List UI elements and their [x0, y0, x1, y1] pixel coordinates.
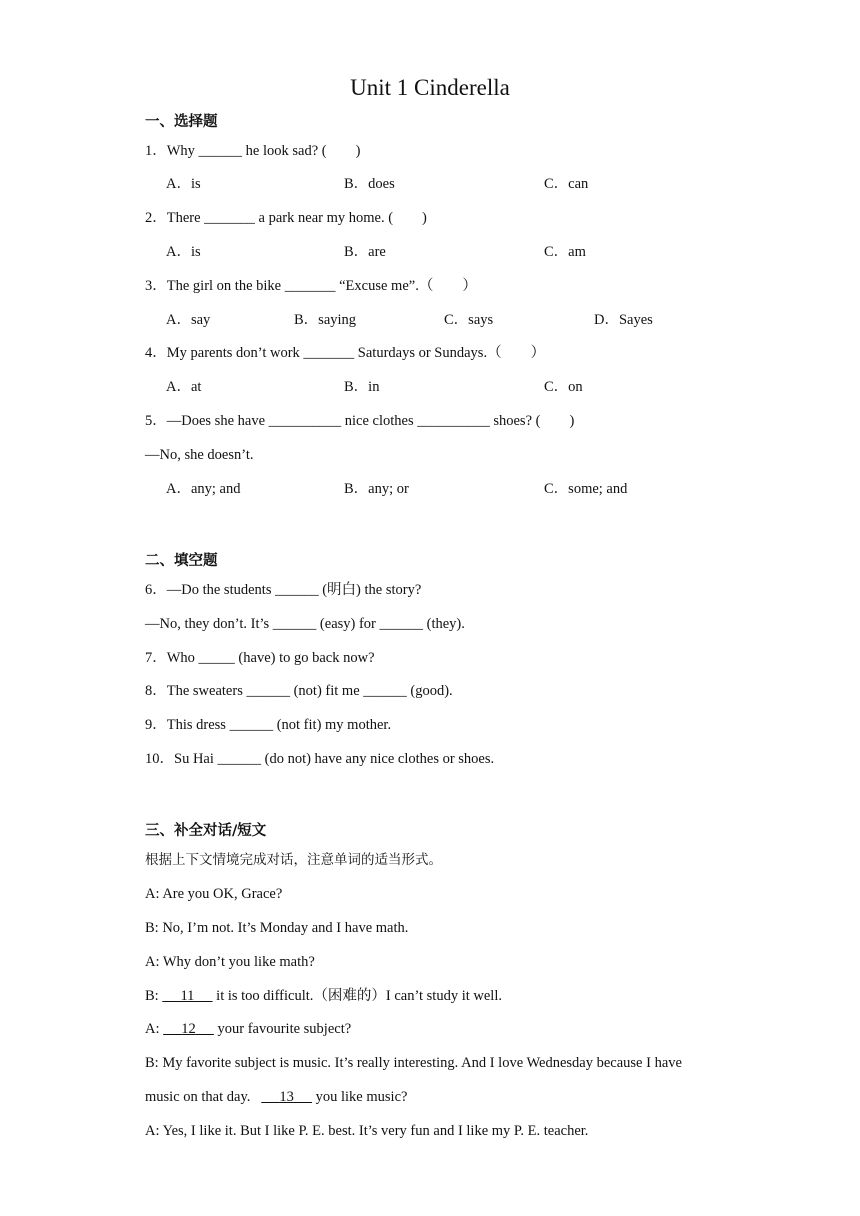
question-3-option-c: C．says — [444, 312, 494, 328]
dialogue-line — [145, 1019, 351, 1039]
fill-blank-line: —No, they don’t. It’s ______ (easy) for ______ (they). — [145, 616, 465, 632]
dialogue-text: it is too difficult.（困难的）I can’t study it well. — [212, 988, 502, 1004]
question-5-context: —No, she doesn’t. — [145, 447, 254, 463]
dialogue-line: A: Yes, I like it. But I like P. E. best. It’s very fun and I like my P. E. teacher. — [145, 1123, 589, 1139]
question-2-option-b: B．are — [344, 244, 386, 260]
question-5-option-c: C．some; and — [544, 481, 628, 497]
dialogue-line — [145, 1087, 407, 1107]
dialogue-line: A: Are you OK, Grace? — [145, 886, 283, 902]
dialogue-line — [145, 986, 502, 1006]
section-heading-dialogue: 三、补全对话/短文 — [145, 823, 267, 839]
page-title: Unit 1 Cinderella — [350, 75, 510, 100]
blank-12: 12 — [181, 1021, 196, 1037]
question-1-option-c: C．can — [544, 176, 589, 192]
question-5-stem: 5．—Does she have __________ nice clothes __________ shoes? ( ) — [145, 413, 575, 429]
question-1-stem: 1．Why ______ he look sad? ( ) — [145, 143, 361, 159]
fill-blank-line: 6．—Do the students ______ (明白) the story? — [145, 582, 422, 598]
question-3-option-d: D．Sayes — [594, 312, 653, 328]
section-heading-choice: 一、选择题 — [145, 114, 218, 130]
question-3-option-b: B．saying — [294, 312, 357, 328]
dialogue-line: B: No, I’m not. It’s Monday and I have math. — [145, 920, 409, 936]
dialogue-text: your favourite subject? — [213, 1021, 352, 1037]
question-1-option-b: B．does — [344, 176, 395, 192]
blank-13: 13 — [279, 1089, 294, 1105]
question-5-option-b: B．any; or — [344, 481, 409, 497]
question-4-option-b: B．in — [344, 379, 380, 395]
dialogue-speaker: B: — [145, 988, 163, 1004]
dialogue-text: you like music? — [312, 1089, 408, 1105]
blank-11: 11 — [180, 988, 195, 1004]
question-1-option-a: A．is — [166, 176, 201, 192]
dialogue-instruction: 根据上下文情境完成对话，注意单词的适当形式。 — [145, 852, 442, 868]
fill-blank-line: 9．This dress ______ (not fit) my mother. — [145, 717, 392, 733]
question-4-stem: 4．My parents don’t work _______ Saturdays or Sundays.（ ） — [145, 345, 546, 361]
question-3-stem: 3．The girl on the bike _______ “Excuse me”.（ ） — [145, 278, 477, 294]
question-3-option-a: A．say — [166, 312, 211, 328]
fill-blank-line: 8．The sweaters ______ (not) fit me ______ (good). — [145, 683, 453, 699]
dialogue-speaker: A: — [145, 1021, 164, 1037]
question-2-option-a: A．is — [166, 244, 201, 260]
dialogue-line: B: My favorite subject is music. It’s really interesting. And I love Wednesday because I have — [145, 1055, 682, 1071]
question-4-option-a: A．at — [166, 379, 202, 395]
dialogue-line: A: Why don’t you like math? — [145, 954, 315, 970]
fill-blank-line: 7．Who _____ (have) to go back now? — [145, 650, 375, 666]
dialogue-text: music on that day. — [145, 1089, 254, 1105]
section-heading-fill-blank: 二、填空题 — [145, 553, 218, 569]
question-2-stem: 2．There _______ a park near my home. ( ) — [145, 210, 427, 226]
question-2-option-c: C．am — [544, 244, 586, 260]
question-5-option-a: A．any; and — [166, 481, 241, 497]
fill-blank-line: 10．Su Hai ______ (do not) have any nice clothes or shoes. — [145, 751, 495, 767]
question-4-option-c: C．on — [544, 379, 583, 395]
